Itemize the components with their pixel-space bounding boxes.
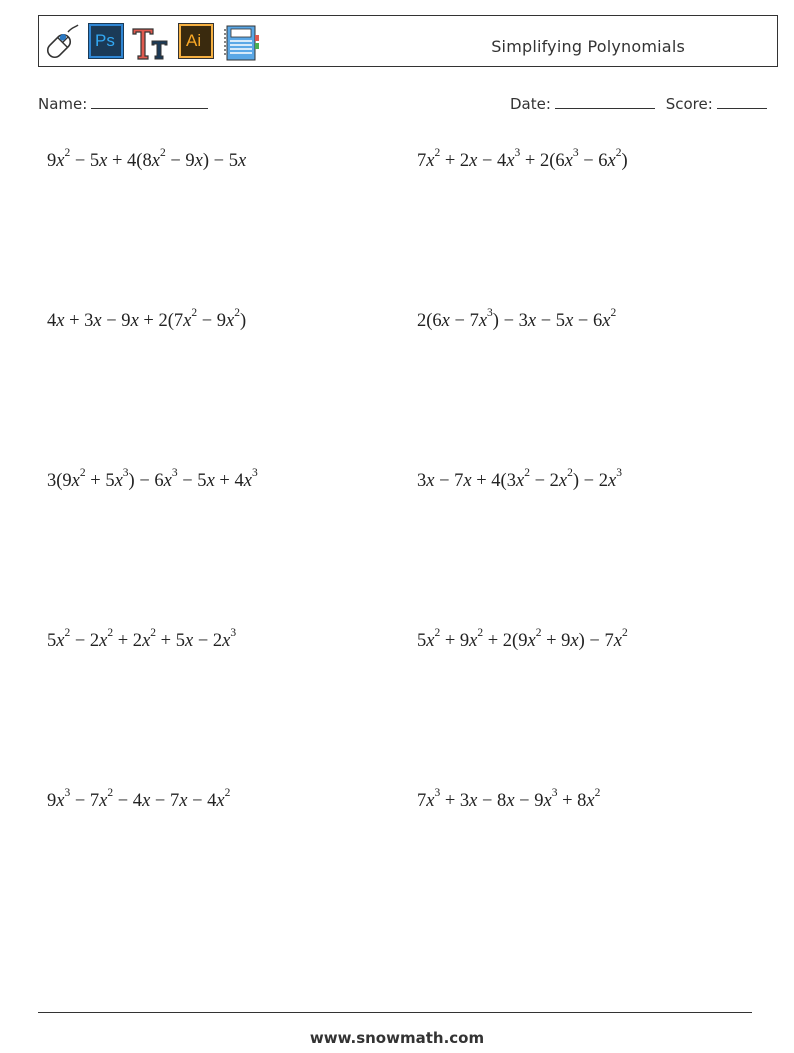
term-exponent: 3: [616, 467, 622, 479]
term-coefficient: + 2: [113, 631, 143, 651]
term-variable: x: [602, 311, 611, 331]
term-exponent: 3: [551, 787, 558, 799]
term-coefficient: − 7: [70, 791, 100, 811]
term-coefficient: − 7: [449, 311, 479, 331]
term-coefficient: ) − 7: [578, 631, 614, 651]
term-coefficient: − 2: [70, 631, 100, 651]
term-variable: x: [184, 631, 194, 651]
illustrator-icon: [178, 23, 216, 61]
term-variable: x: [56, 631, 65, 651]
term-coefficient: − 9: [101, 311, 131, 331]
term-coefficient: − 2: [529, 471, 559, 491]
term-variable: x: [93, 311, 102, 331]
term-coefficient: 2(6: [417, 311, 442, 331]
term-coefficient: + 2(9: [483, 631, 528, 651]
term-variable: x: [99, 631, 108, 651]
term-variable: x: [179, 791, 188, 811]
term-variable: x: [222, 631, 231, 651]
term-coefficient: + 8: [557, 791, 587, 811]
term-variable: x: [558, 471, 568, 491]
problem-expression: [417, 787, 601, 812]
term-coefficient: + 2(6: [520, 151, 565, 171]
term-coefficient: + 3: [440, 791, 470, 811]
term-coefficient: 7: [417, 791, 427, 811]
term-variable: x: [56, 791, 65, 811]
term-exponent: 3: [251, 467, 258, 479]
problem-expression: [47, 627, 237, 652]
term-coefficient: 9: [47, 151, 57, 171]
term-exponent: 2: [191, 307, 198, 319]
term-exponent: 3: [487, 307, 493, 319]
date-blank: [555, 94, 655, 109]
term-variable: x: [56, 311, 65, 331]
term-variable: x: [56, 151, 65, 171]
term-coefficient: 3(9: [47, 471, 72, 491]
illustrator-icon-label: Ai: [186, 31, 202, 50]
term-variable: x: [527, 631, 536, 651]
term-exponent: 2: [79, 467, 86, 479]
problem-expression: [417, 307, 617, 332]
name-label: Name:: [38, 95, 88, 113]
term-coefficient: 9: [47, 791, 57, 811]
term-exponent: 2: [621, 627, 628, 639]
term-variable: x: [99, 791, 108, 811]
problem-expression: [47, 467, 258, 492]
term-exponent: 3: [434, 787, 441, 799]
term-coefficient: − 2: [193, 631, 223, 651]
term-exponent: 2: [434, 147, 441, 159]
term-coefficient: − 9: [514, 791, 544, 811]
term-exponent: 3: [122, 467, 129, 479]
term-exponent: 2: [64, 147, 71, 159]
term-exponent: 3: [514, 147, 521, 159]
problem-expression: [47, 787, 231, 812]
term-coefficient: ) − 3: [492, 311, 528, 331]
term-exponent: 2: [535, 627, 542, 639]
term-exponent: 2: [524, 467, 530, 479]
term-exponent: 2: [64, 627, 71, 639]
term-coefficient: 7: [417, 151, 427, 171]
problem-expression: [47, 147, 247, 172]
term-variable: x: [130, 311, 139, 331]
term-exponent: 3: [171, 467, 178, 479]
term-exponent: 2: [107, 787, 114, 799]
term-variable: x: [226, 311, 235, 331]
term-coefficient: + 9: [541, 631, 571, 651]
term-variable: x: [586, 791, 595, 811]
term-variable: x: [426, 151, 435, 171]
term-coefficient: + 9: [440, 631, 470, 651]
term-variable: x: [71, 471, 80, 491]
term-variable: x: [243, 471, 252, 491]
problem-expression: [47, 307, 247, 332]
term-coefficient: + 3: [64, 311, 94, 331]
term-coefficient: 3: [417, 471, 427, 491]
term-coefficient: 5: [417, 631, 427, 651]
notebook-icon: [223, 23, 261, 61]
term-exponent: 2: [224, 787, 231, 799]
term-coefficient: + 2(7: [138, 311, 184, 331]
term-exponent: 2: [594, 787, 601, 799]
term-variable: x: [114, 471, 123, 491]
term-exponent: 2: [150, 627, 157, 639]
worksheet-title: Simplifying Polynomials: [491, 37, 685, 56]
term-coefficient: − 8: [477, 791, 507, 811]
term-coefficient: − 5: [70, 151, 100, 171]
problem-expression: [417, 627, 628, 652]
term-coefficient: + 4(8: [107, 151, 152, 171]
term-variable: x: [426, 471, 435, 491]
term-variable: x: [142, 631, 151, 651]
term-coefficient: − 9: [197, 311, 227, 331]
term-coefficient: − 4: [113, 791, 143, 811]
term-coefficient: − 5: [177, 471, 207, 491]
score-label: Score:: [665, 95, 713, 113]
term-variable: x: [607, 151, 616, 171]
footer-website: www.snowmath.com: [309, 1029, 485, 1047]
term-coefficient: − 5: [536, 311, 566, 331]
term-variable: x: [543, 791, 552, 811]
term-variable: x: [99, 151, 108, 171]
worksheet-header: [38, 15, 778, 67]
photoshop-icon-label: Ps: [95, 31, 115, 50]
term-variable: x: [564, 151, 573, 171]
term-exponent: 2: [610, 307, 617, 319]
term-exponent: 3: [230, 627, 237, 639]
term-coefficient: − 7: [434, 471, 464, 491]
problem-expression: [417, 147, 628, 172]
term-variable: x: [506, 151, 515, 171]
term-variable: x: [613, 631, 622, 651]
footer-divider: [38, 1012, 752, 1013]
term-coefficient: 5: [47, 631, 57, 651]
term-coefficient: + 5: [85, 471, 115, 491]
name-blank: [91, 94, 208, 109]
term-coefficient: − 4: [187, 791, 217, 811]
text-font-icon: [131, 23, 169, 61]
term-coefficient: − 7: [150, 791, 180, 811]
term-coefficient: + 5: [156, 631, 185, 651]
date-label: Date:: [510, 95, 551, 113]
term-coefficient: 4: [47, 311, 57, 331]
term-variable: x: [607, 471, 617, 491]
term-coefficient: ) − 2: [572, 471, 608, 491]
term-variable: x: [142, 791, 151, 811]
term-coefficient: ): [240, 311, 247, 331]
term-exponent: 3: [572, 147, 579, 159]
term-coefficient: ) − 6: [128, 471, 164, 491]
term-exponent: 2: [434, 627, 441, 639]
term-coefficient: + 2: [440, 151, 470, 171]
term-coefficient: ) − 5: [202, 151, 238, 171]
term-coefficient: + 4: [214, 471, 244, 491]
term-coefficient: ): [621, 151, 628, 171]
term-coefficient: + 4(3: [471, 471, 516, 491]
term-variable: x: [570, 631, 579, 651]
term-variable: x: [237, 151, 247, 171]
term-exponent: 2: [159, 147, 166, 159]
term-exponent: 2: [567, 467, 573, 479]
term-variable: x: [426, 631, 435, 651]
term-variable: x: [426, 791, 435, 811]
term-exponent: 3: [64, 787, 71, 799]
term-variable: x: [206, 471, 215, 491]
term-variable: x: [216, 791, 225, 811]
term-variable: x: [441, 311, 450, 331]
term-exponent: 2: [234, 307, 241, 319]
term-coefficient: − 6: [573, 311, 603, 331]
term-coefficient: − 9: [165, 151, 195, 171]
term-variable: x: [469, 151, 478, 171]
term-variable: x: [506, 791, 515, 811]
term-coefficient: − 4: [477, 151, 507, 171]
term-variable: x: [163, 471, 172, 491]
term-exponent: 2: [477, 627, 484, 639]
name-field: [38, 94, 208, 113]
date-score-fields: [510, 94, 767, 113]
term-variable: x: [463, 471, 472, 491]
term-variable: x: [469, 791, 478, 811]
term-variable: x: [469, 631, 478, 651]
term-variable: x: [194, 151, 203, 171]
mouse-icon: [42, 23, 80, 61]
problem-expression: [417, 467, 622, 492]
term-exponent: 2: [107, 627, 114, 639]
term-variable: x: [565, 311, 574, 331]
term-variable: x: [527, 311, 537, 331]
term-exponent: 2: [615, 147, 622, 159]
term-variable: x: [478, 311, 488, 331]
term-variable: x: [183, 311, 192, 331]
term-variable: x: [151, 151, 160, 171]
term-coefficient: − 6: [578, 151, 608, 171]
score-blank: [717, 94, 767, 109]
photoshop-icon: [88, 23, 126, 61]
term-variable: x: [515, 471, 525, 491]
